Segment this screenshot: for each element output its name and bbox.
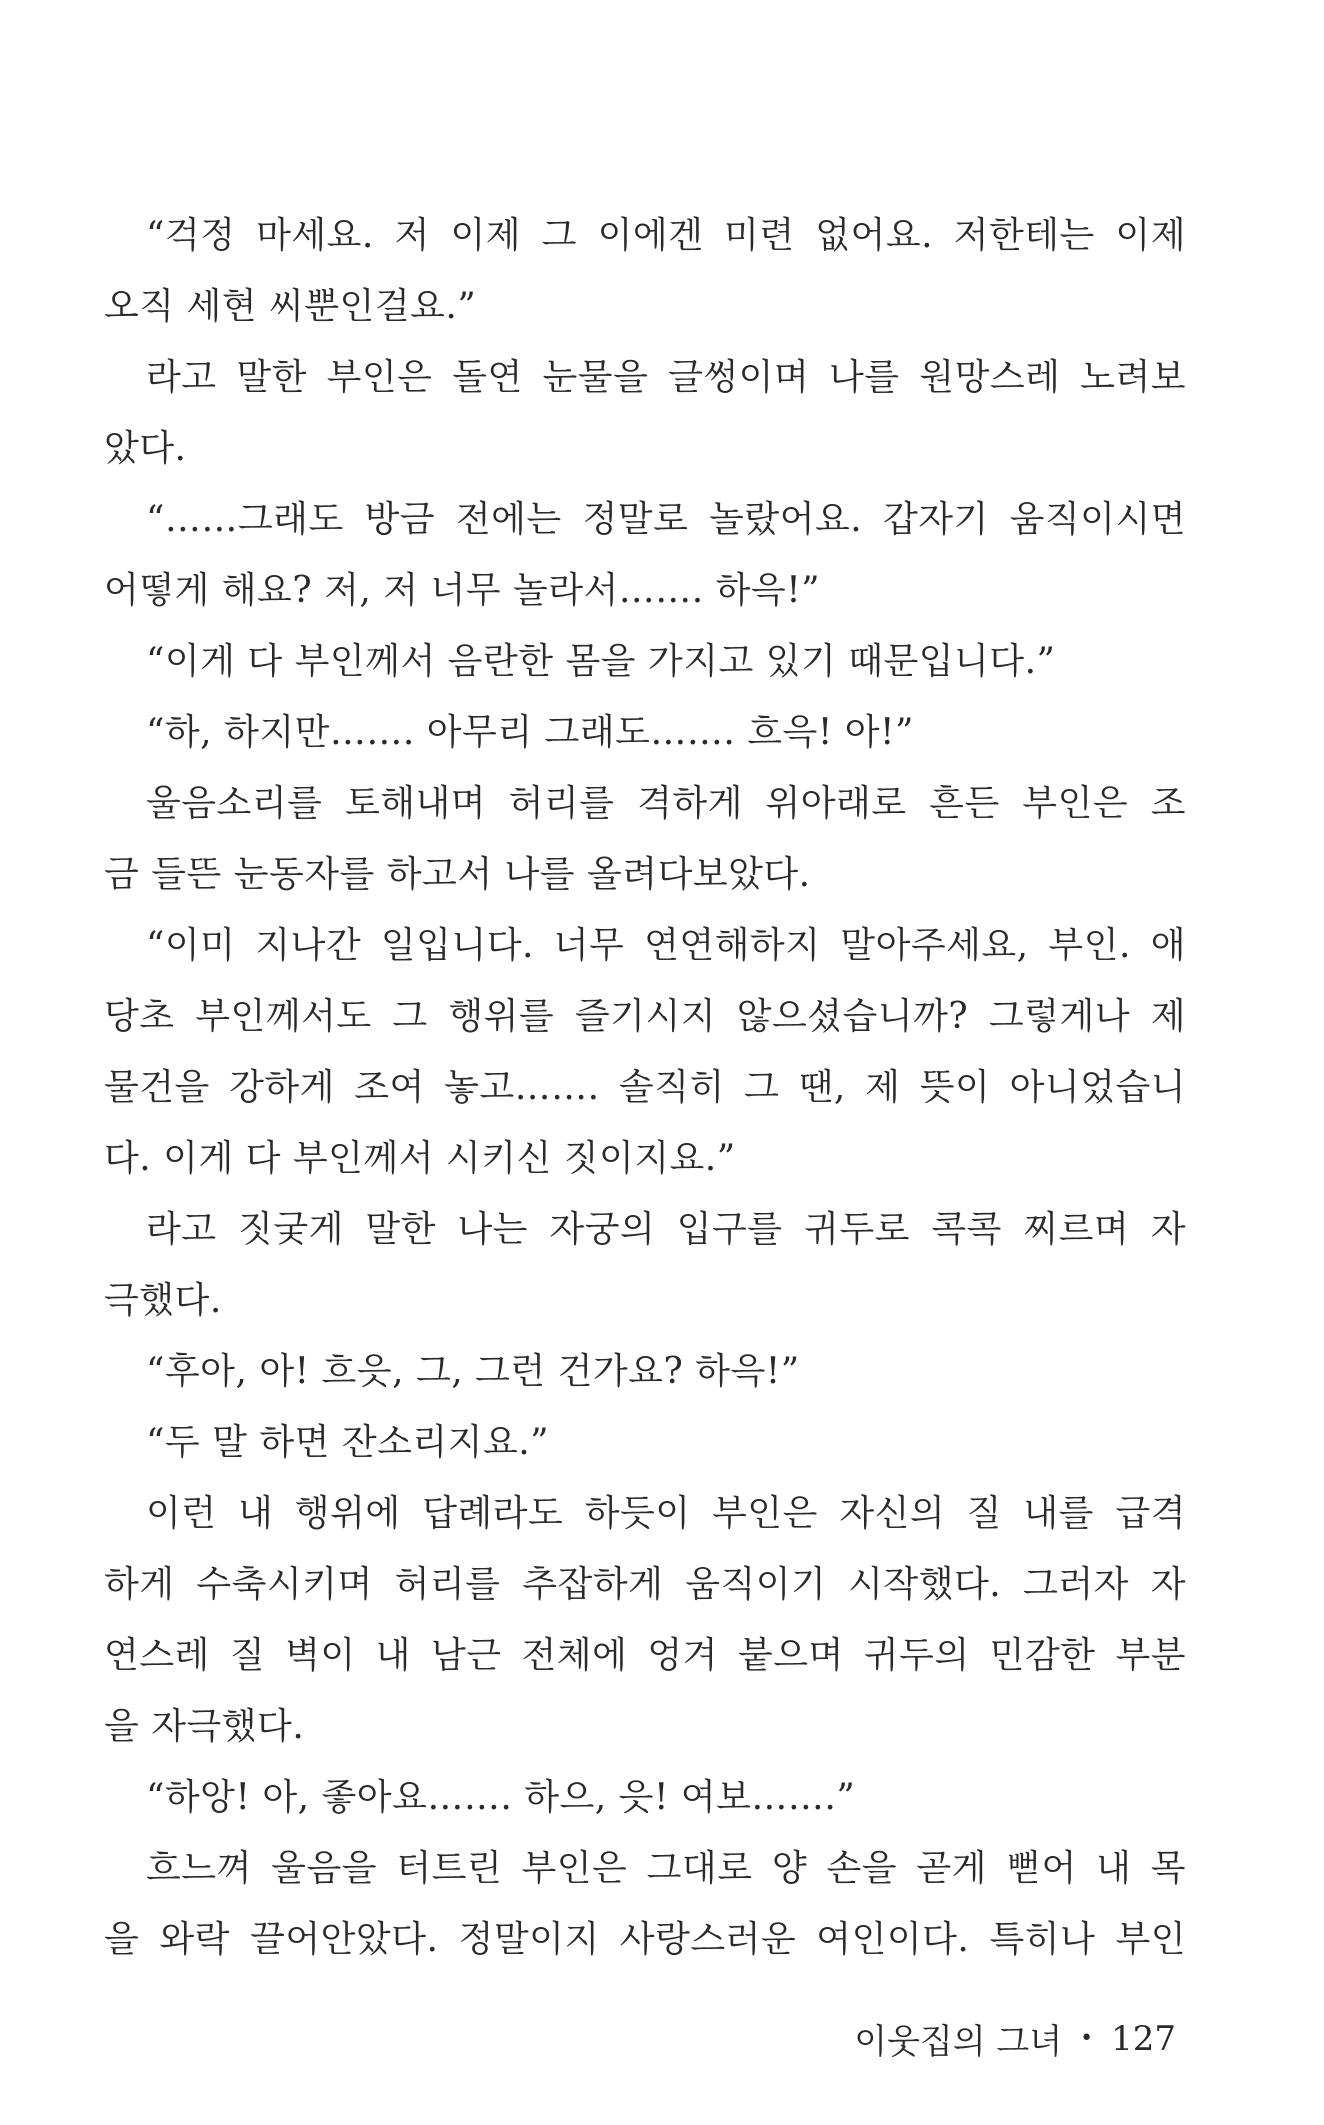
page-footer [854,2014,1176,2063]
text-line: “……그래도 방금 전에는 정말로 놀랐어요. 갑자기 움직이시면 [146,499,1186,540]
text-line: 금 들뜬 눈동자를 하고서 나를 올려다보았다. [104,854,811,895]
text-line: “하앙! 아, 좋아요……. 하으, 읏! 여보…….” [146,1777,856,1818]
text-line: “이미 지나간 일입니다. 너무 연연해하지 말아주세요, 부인. 애 [146,925,1186,966]
text-line: 오직 세현 씨뿐인걸요.” [104,286,477,327]
text-line: 을 자극했다. [104,1706,305,1747]
text-line: 흐느껴 울음을 터트린 부인은 그대로 양 손을 곧게 뻗어 내 목 [146,1848,1186,1889]
running-title: 이웃집의 그녀 [854,2022,1063,2062]
text-line: 라고 짓궂게 말한 나는 자궁의 입구를 귀두로 콕콕 찌르며 자 [146,1209,1186,1250]
text-line: “두 말 하면 잔소리지요.” [146,1422,550,1463]
text-line: 을 와락 끌어안았다. 정말이지 사랑스러운 여인이다. 특히나 부인 [104,1919,1186,1960]
text-line: 연스레 질 벽이 내 남근 전체에 엉겨 붙으며 귀두의 민감한 부분 [104,1635,1186,1676]
text-line: 당초 부인께서도 그 행위를 즐기시지 않으셨습니까? 그렇게나 제 [104,996,1186,1037]
text-line: “하, 하지만……. 아무리 그래도……. 흐윽! 아!” [146,712,914,753]
text-line: 하게 수축시키며 허리를 추잡하게 움직이기 시작했다. 그러자 자 [104,1564,1186,1605]
page-number: 127 [1111,2018,1176,2059]
text-line: “이게 다 부인께서 음란한 몸을 가지고 있기 때문입니다.” [146,641,1056,682]
text-line: 라고 말한 부인은 돌연 눈물을 글썽이며 나를 원망스레 노려보 [146,357,1186,398]
text-line: 이런 내 행위에 답례라도 하듯이 부인은 자신의 질 내를 급격 [146,1493,1186,1534]
text-line: 다. 이게 다 부인께서 시키신 짓이지요.” [104,1138,736,1179]
body-text [104,200,1186,1975]
separator-dot: • [1080,2025,1094,2051]
text-line: “걱정 마세요. 저 이제 그 이에겐 미련 없어요. 저한테는 이제 [146,215,1186,256]
text-line: 울음소리를 토해내며 허리를 격하게 위아래로 흔든 부인은 조 [146,783,1186,824]
text-line: 았다. [104,428,187,469]
text-line: 어떻게 해요? 저, 저 너무 놀라서……. 하윽!” [104,570,821,611]
text-line: 물건을 강하게 조여 놓고……. 솔직히 그 땐, 제 뜻이 아니었습니 [104,1067,1186,1108]
text-line: “후아, 아! 흐읏, 그, 그런 건가요? 하윽!” [146,1351,800,1392]
text-line: 극했다. [104,1280,222,1321]
